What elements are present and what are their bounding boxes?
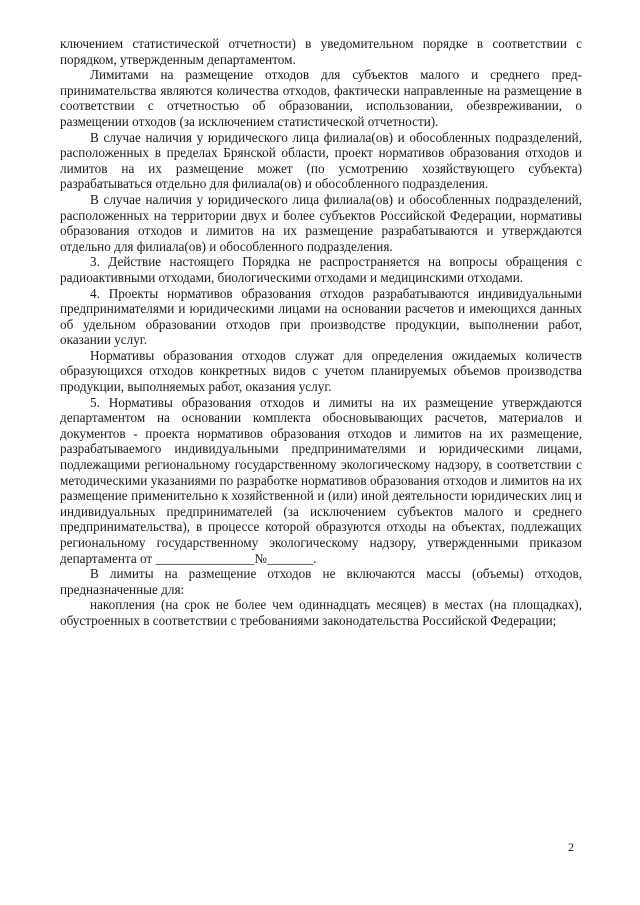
paragraph-accumulation: накопления (на срок не более чем одиннадцать месяцев) в местах (на площадках), обустроенных в соответствии с требованиями законодательства Российской Федерации; (60, 597, 582, 628)
paragraph-item-3: 3. Действие настоящего Порядка не распространяется на вопросы обращения с радиоактивными отходами, биологическими отходами и медицинскими отходами. (60, 254, 582, 285)
paragraph-branches-multiple-regions: В случае наличия у юридического лица филиала(ов) и обособленных подразделений, расположенных на территории двух и более субъектов Российской Федерации, нормативы образования отходов и лимитов на их размещение разрабатываются и утверждаются отдельно для филиала(ов) и обособленного подразделения. (60, 191, 582, 254)
paragraph-limits-small-business: Лимитами на размещение отходов для субъектов малого и среднего предпринимательства являются количества отходов, фактически направленные на размещение в соответствии с отчетностью об образовании, использовании, обезвреживании, о размещении отходов (за исключением статистической отчетности). (60, 67, 582, 129)
paragraph-continuation: ключением статистической отчетности) в уведомительном порядке в соответствии с порядком, утвержденным департаментом. (60, 36, 582, 67)
paragraph-item-4: 4. Проекты нормативов образования отходов разрабатываются индивидуальными предпринимателями и юридическими лицами на основании расчетов и имеющихся данных об удельном образовании отходов при производстве продукции, выполнении работ, оказании услуг. (60, 285, 582, 348)
paragraph-branches-bryansk: В случае наличия у юридического лица филиала(ов) и обособленных подразделений, расположенных в пределах Брянской области, проект нормативов образования отходов и лимитов на их размещение может (по усмотрению хозяйствующего субъекта) разрабатываться отдельно для филиала(ов) и обособленного подразделения. (60, 129, 582, 192)
paragraph-item-5: 5. Нормативы образования отходов и лимиты на их размещение утверждаются департаментом на основании комплекта обосновывающих расчетов, материалов и документов - проекта нормативов образования отходов и лимитов на их размещение, разрабатываемого индивидуальными предпринимателями и юридическими лицами, подлежащими региональному государственному экологическому надзору, в соответствии с методическими указаниями по разработке нормативов образования отходов и лимитов на их размещение применительно к хозяйственной и (или) иной деятельности юридических лиц и индивидуальных предпринимателей (за исключением субъектов малого и среднего предпринимательства), в процессе которой образуются отходы на объектах, подлежащих региональному государственному экологическому надзору, утвержденными приказом департамента от _______________№_______. (60, 394, 582, 566)
document-page (60, 36, 582, 629)
paragraph-norms-purpose: Нормативы образования отходов служат для определения ожидаемых количеств образующихся отходов конкретных видов с учетом планируемых объемов производства продукции, выполняемых работ, оказания услуг. (60, 347, 582, 395)
page-number: 2 (568, 840, 574, 854)
paragraph-limits-exclusions: В лимиты на размещение отходов не включаются массы (объемы) отходов, предназначенные для: (60, 566, 582, 597)
